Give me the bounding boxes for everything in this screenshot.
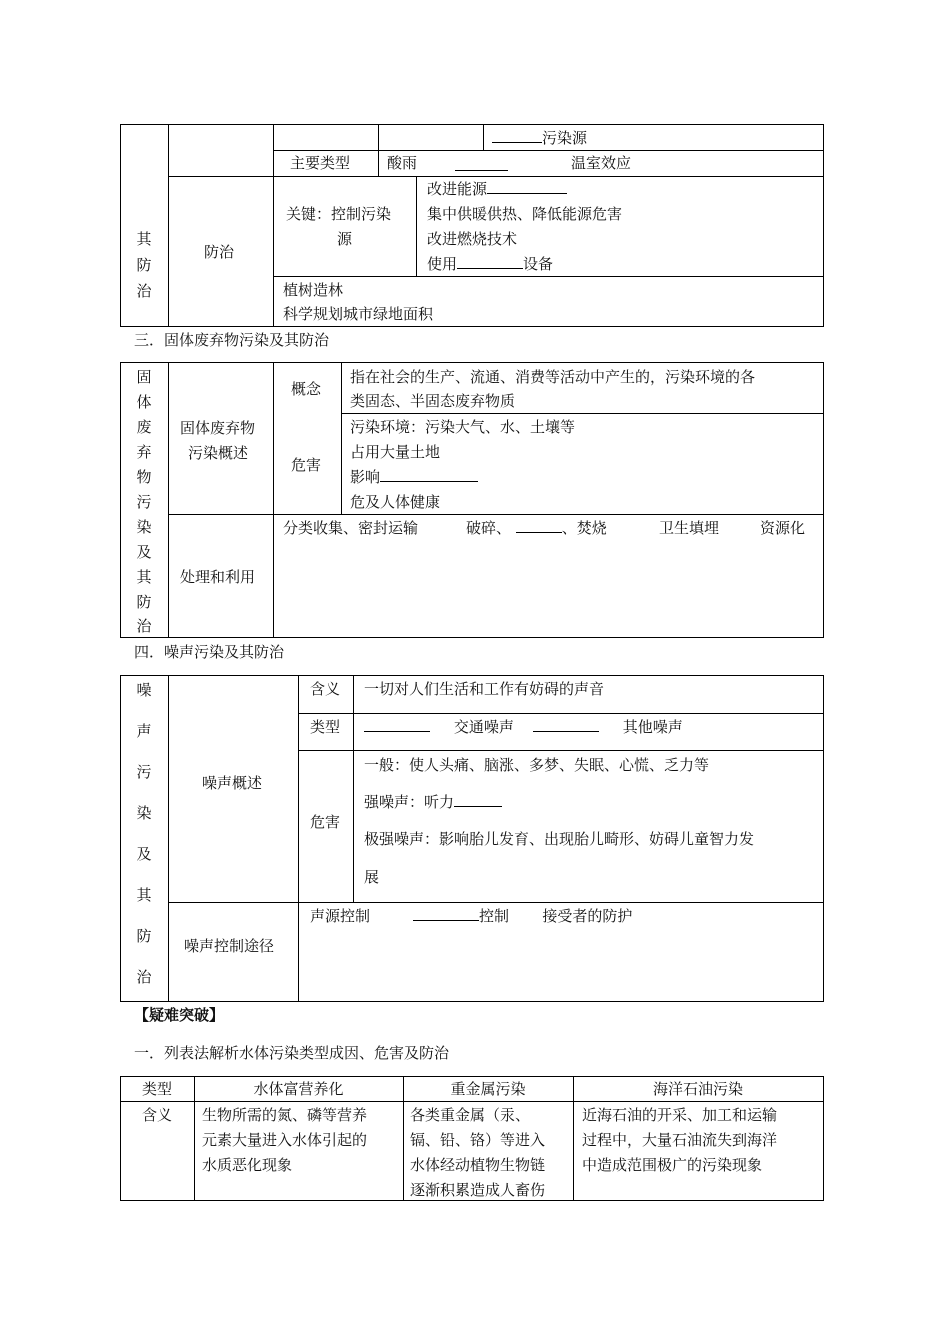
harm-item: 占用大量土地 [350, 443, 441, 461]
overview-label-cont: 污染概述 [188, 444, 249, 462]
vertical-char: 固 [136, 368, 152, 386]
row-label: 含义 [142, 1106, 173, 1124]
cell-line: 水质恶化现象 [202, 1156, 293, 1174]
key-item: 改进能源 [427, 179, 567, 199]
noise-control-label: 噪声控制途径 [184, 937, 275, 955]
vertical-char: 治 [136, 282, 152, 300]
cell-line: 过程中，大量石油流失到海洋 [582, 1131, 778, 1149]
overview-label: 固体废弃物 [180, 419, 256, 437]
harm-strong: 强噪声：听力 [364, 792, 502, 812]
harm-item: 危及人体健康 [350, 493, 441, 511]
noise-harm-label: 危害 [310, 813, 341, 831]
vertical-char: 噪 [136, 681, 152, 699]
greening-item: 科学规划城市绿地面积 [283, 305, 434, 323]
meaning-text: 一切对人们生活和工作有妨碍的声音 [364, 680, 605, 698]
type-items: 交通噪声 其他噪声 [364, 717, 683, 737]
treat-item: 分类收集、密封运输 [283, 519, 419, 537]
vertical-char: 及 [136, 543, 152, 561]
harm-extreme: 极强噪声：影响胎儿发育、出现胎儿畸形、妨碍儿童智力发 [364, 830, 755, 848]
main-types-label: 主要类型 [290, 154, 351, 172]
difficulty-subheading: 一．列表法解析水体污染类型成因、危害及防治 [134, 1044, 450, 1062]
concept-text-cont: 类固态、半固态废弃物质 [350, 392, 516, 410]
treat-label: 处理和利用 [180, 568, 256, 586]
harm-extreme-cont: 展 [364, 868, 380, 886]
vertical-char: 物 [136, 468, 152, 486]
vertical-char: 其 [136, 886, 152, 904]
section-3-heading: 三．固体废弃物污染及其防治 [134, 331, 330, 349]
cell-line: 中造成范围极广的污染现象 [582, 1156, 763, 1174]
cell-line: 各类重金属（汞、 [410, 1106, 531, 1124]
table-header: 重金属污染 [450, 1080, 526, 1098]
vertical-char: 防 [136, 593, 152, 611]
noise-overview-label: 噪声概述 [202, 774, 263, 792]
table-header: 类型 [141, 1080, 172, 1098]
cell-line: 镉、铅、铬）等进入 [410, 1131, 546, 1149]
greening-item: 植树造林 [283, 281, 344, 299]
harm-label: 危害 [291, 456, 322, 474]
treat-item: 卫生填埋 [659, 519, 720, 537]
control-label: 防治 [204, 243, 235, 261]
key-item: 改进燃烧技术 [427, 230, 518, 248]
vertical-char: 体 [136, 393, 152, 411]
treat-item: 资源化 [760, 519, 806, 537]
vertical-char: 弃 [136, 443, 152, 461]
key-label-cont: 源 [337, 230, 353, 248]
vertical-char: 染 [136, 518, 152, 536]
harm-item: 污染环境：污染大气、水、土壤等 [350, 418, 576, 436]
noise-control-items: 声源控制 控制 接受者的防护 [310, 907, 633, 925]
vertical-char: 治 [136, 617, 152, 635]
cell-line: 逐渐积累造成人畜伤 [410, 1181, 546, 1199]
table-header: 海洋石油污染 [652, 1080, 743, 1098]
answer-blank [455, 156, 508, 171]
treat-item: 破碎、 、焚烧 [466, 519, 607, 537]
vertical-char: 废 [136, 418, 152, 436]
concept-label: 概念 [291, 380, 322, 398]
section-4-heading: 四．噪声污染及其防治 [134, 643, 285, 661]
acid-rain-text: 酸雨 [387, 154, 418, 172]
harm-general: 一般：使人头痛、脑涨、多梦、失眠、心慌、乏力等 [364, 756, 710, 774]
greenhouse-text: 温室效应 [571, 154, 632, 172]
vertical-char: 及 [136, 845, 152, 863]
cell-line: 近海石油的开采、加工和运输 [582, 1106, 778, 1124]
key-label: 关键：控制污染 [286, 205, 392, 223]
harm-item: 影响 [350, 467, 478, 487]
cell-line: 元素大量进入水体引起的 [202, 1131, 368, 1149]
concept-text: 指在社会的生产、流通、消费等活动中产生的，污染环境的各 [350, 368, 756, 386]
vertical-char: 防 [136, 256, 152, 274]
vertical-char: 染 [136, 804, 152, 822]
key-item: 使用 设备 [427, 255, 554, 273]
difficulty-title: 【疑难突破】 [134, 1006, 225, 1024]
meaning-label: 含义 [310, 680, 341, 698]
vertical-char: 污 [136, 493, 152, 511]
cell-line: 水体经动植物生物链 [410, 1156, 546, 1174]
cell-line: 生物所需的氮、磷等营养 [202, 1106, 368, 1124]
vertical-char: 治 [136, 968, 152, 986]
pollution-source-cell: 污染源 [492, 128, 587, 148]
vertical-char: 其 [136, 230, 152, 248]
vertical-char: 其 [136, 568, 152, 586]
vertical-char: 污 [136, 763, 152, 781]
table-header: 水体富营养化 [253, 1080, 344, 1098]
key-item: 集中供暖供热、降低能源危害 [427, 205, 623, 223]
vertical-char: 防 [136, 927, 152, 945]
vertical-char: 声 [136, 722, 152, 740]
type-label: 类型 [310, 718, 341, 736]
